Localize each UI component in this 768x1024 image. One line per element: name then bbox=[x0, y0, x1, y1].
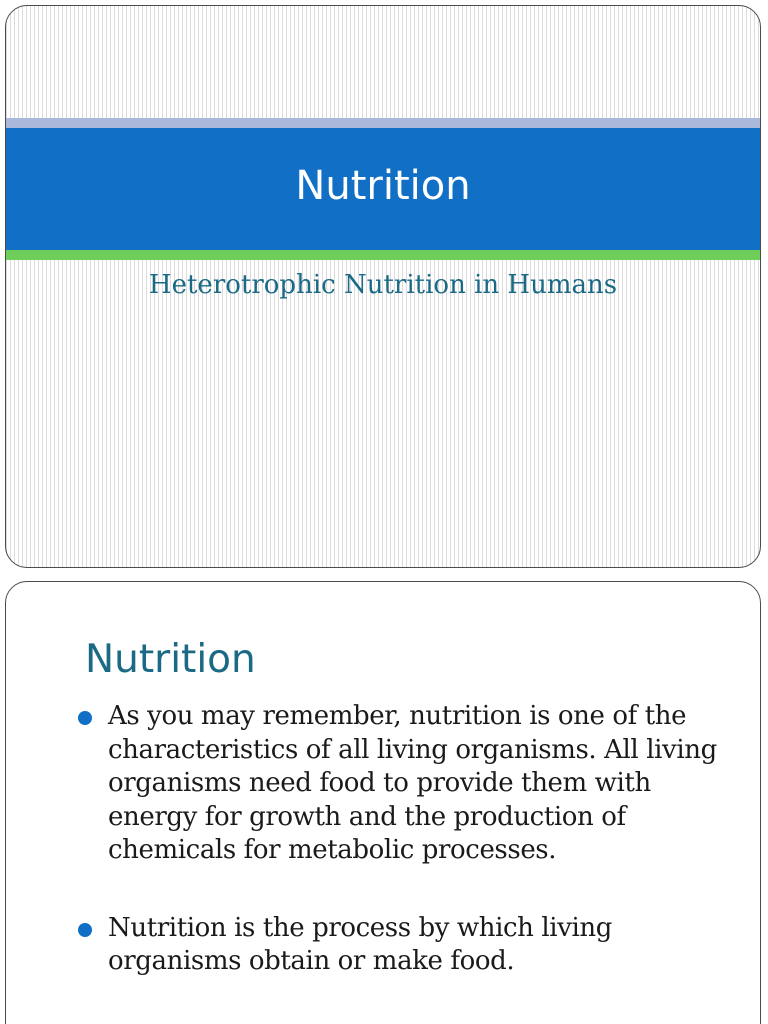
slide-title: Nutrition bbox=[295, 163, 471, 209]
bullet-list bbox=[76, 700, 736, 979]
bullet-text: Nutrition is the process by which living organisms obtain or make food. bbox=[108, 912, 613, 976]
bullet-text: As you may remember, nutrition is one of the characteristics of all living organisms. All living organisms need food to provide them with energy for growth and the production of chemicals for metabolic processes. bbox=[108, 701, 717, 865]
title-band-bottom-stripe bbox=[6, 250, 760, 260]
slide-subtitle: Heterotrophic Nutrition in Humans bbox=[148, 270, 618, 300]
bullet-dot-icon bbox=[78, 711, 92, 725]
title-band bbox=[6, 128, 760, 250]
bullet-item bbox=[76, 912, 736, 979]
bullet-dot-icon bbox=[78, 923, 92, 937]
title-band-top-stripe bbox=[6, 118, 760, 128]
bullet-item bbox=[76, 700, 736, 868]
title-slide bbox=[5, 5, 761, 568]
content-heading: Nutrition bbox=[85, 637, 256, 682]
content-slide bbox=[5, 581, 761, 1024]
